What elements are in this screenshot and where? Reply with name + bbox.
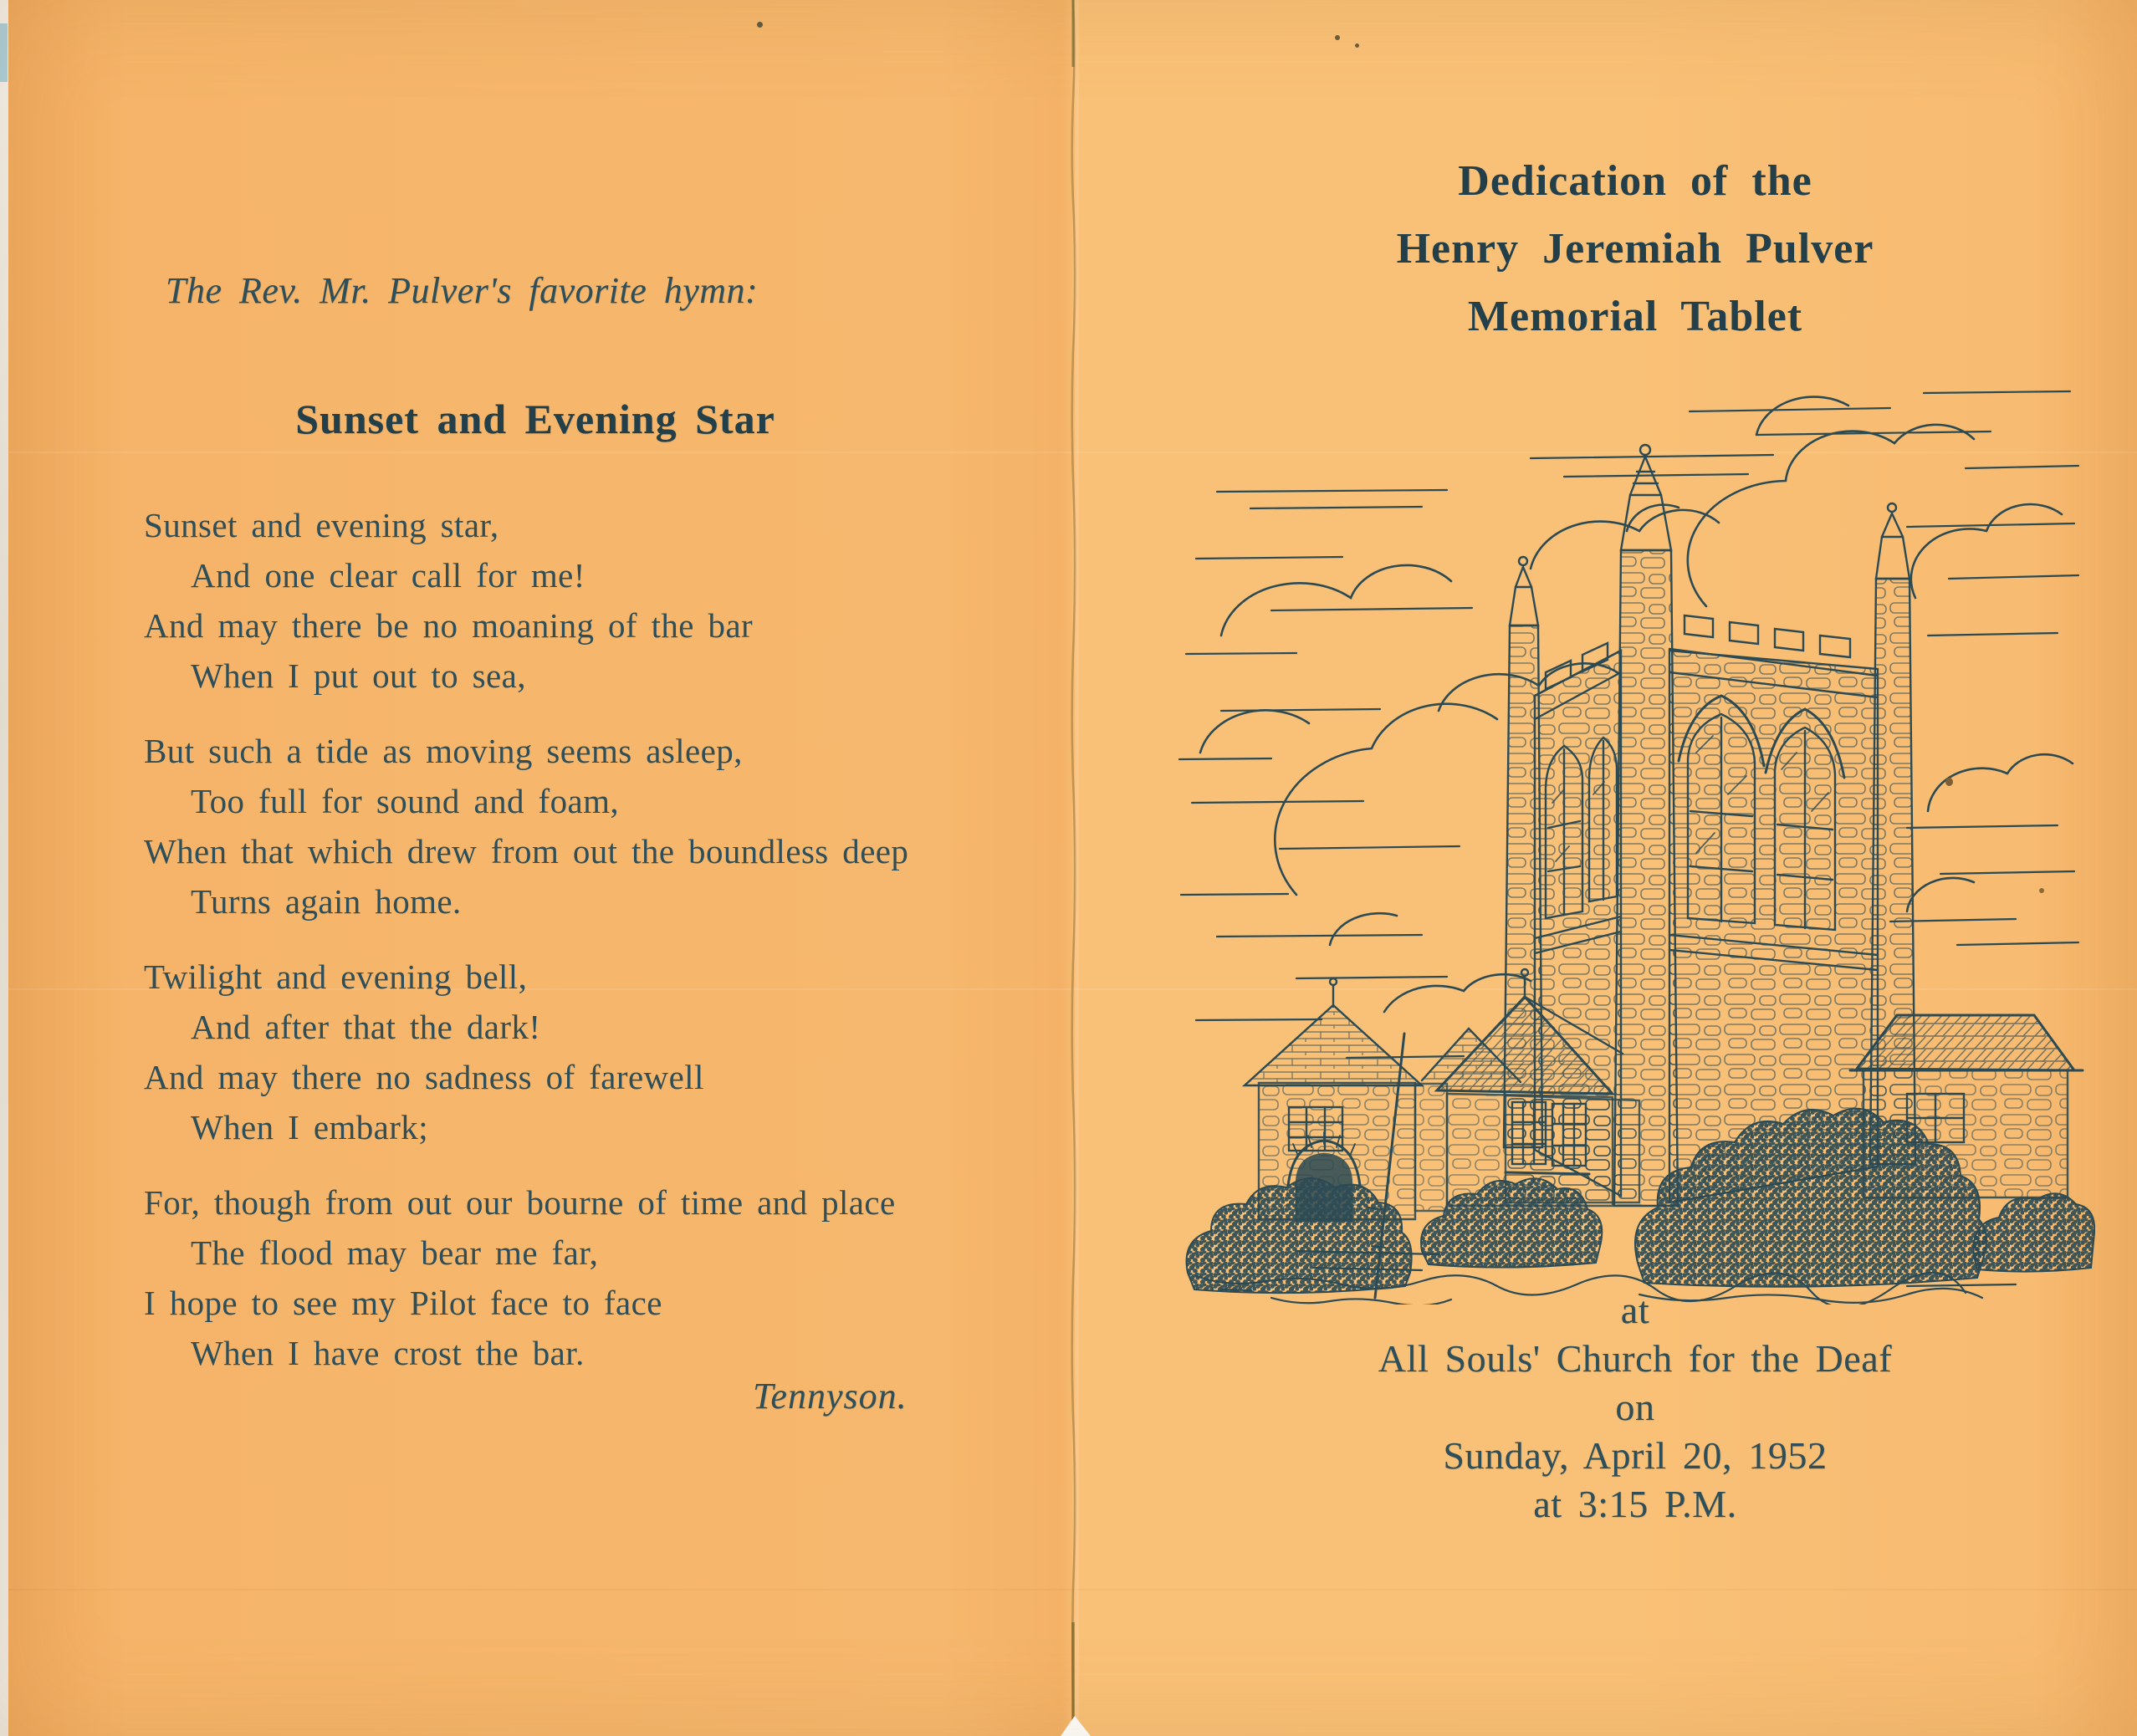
poem-line: When I embark;: [191, 1108, 428, 1146]
poem-line: Turns again home.: [191, 882, 462, 921]
poem-stanza: [144, 500, 908, 701]
paper-speck: [757, 22, 763, 28]
dedication-title-line: Henry Jeremiah Pulver: [1396, 225, 1874, 273]
hymn-intro: The Rev. Mr. Pulver's favorite hymn:: [166, 270, 759, 311]
event-line-at: at: [1620, 1289, 1650, 1331]
scan-edge-artifact: [0, 23, 8, 82]
event-line-time: at 3:15 P.M.: [1533, 1483, 1737, 1525]
poem-line: And may there no sadness of farewell: [144, 1058, 704, 1096]
paper-speck: [2039, 888, 2044, 893]
dedication-title: [1133, 147, 2137, 350]
poem-stanza: [144, 726, 908, 927]
poem-line: Too full for sound and foam,: [191, 782, 620, 820]
poem-attribution: Tennyson.: [753, 1376, 907, 1417]
poem-stanza: [144, 1177, 908, 1378]
poem-line: And may there be no moaning of the bar: [144, 606, 754, 645]
poem-line: Twilight and evening bell,: [144, 957, 528, 996]
poem-stanza: [144, 952, 908, 1152]
poem-line: When that which drew from out the boundless deep: [144, 832, 909, 871]
hymn-title: Sunset and Evening Star: [295, 396, 775, 442]
poem-line: The flood may bear me far,: [191, 1233, 599, 1272]
dedication-title-line: Memorial Tablet: [1467, 293, 1803, 340]
poem-line: For, though from out our bourne of time and place: [144, 1183, 896, 1222]
church-illustration: [1171, 360, 2095, 1305]
poem-line: I hope to see my Pilot face to face: [144, 1284, 662, 1322]
paper-speck: [1945, 778, 1953, 786]
paper-speck: [1355, 43, 1359, 48]
poem-line: And after that the dark!: [191, 1008, 541, 1046]
paper-speck: [1335, 35, 1340, 40]
event-details: [1133, 1286, 2137, 1529]
poem-line: Sunset and evening star,: [144, 506, 499, 544]
event-line-location: All Souls' Church for the Deaf: [1378, 1337, 1893, 1380]
event-line-on: on: [1615, 1386, 1655, 1428]
poem-line: But such a tide as moving seems asleep,: [144, 732, 743, 770]
poem-line: And one clear call for me!: [191, 556, 585, 595]
poem-line: When I put out to sea,: [191, 656, 526, 695]
dedication-title-line: Dedication of the: [1458, 157, 1812, 205]
poem-line: When I have crost the bar.: [191, 1334, 585, 1372]
poem: [144, 500, 908, 1403]
event-line-date: Sunday, April 20, 1952: [1443, 1434, 1828, 1477]
scan-edge-artifact: [0, 0, 8, 1736]
